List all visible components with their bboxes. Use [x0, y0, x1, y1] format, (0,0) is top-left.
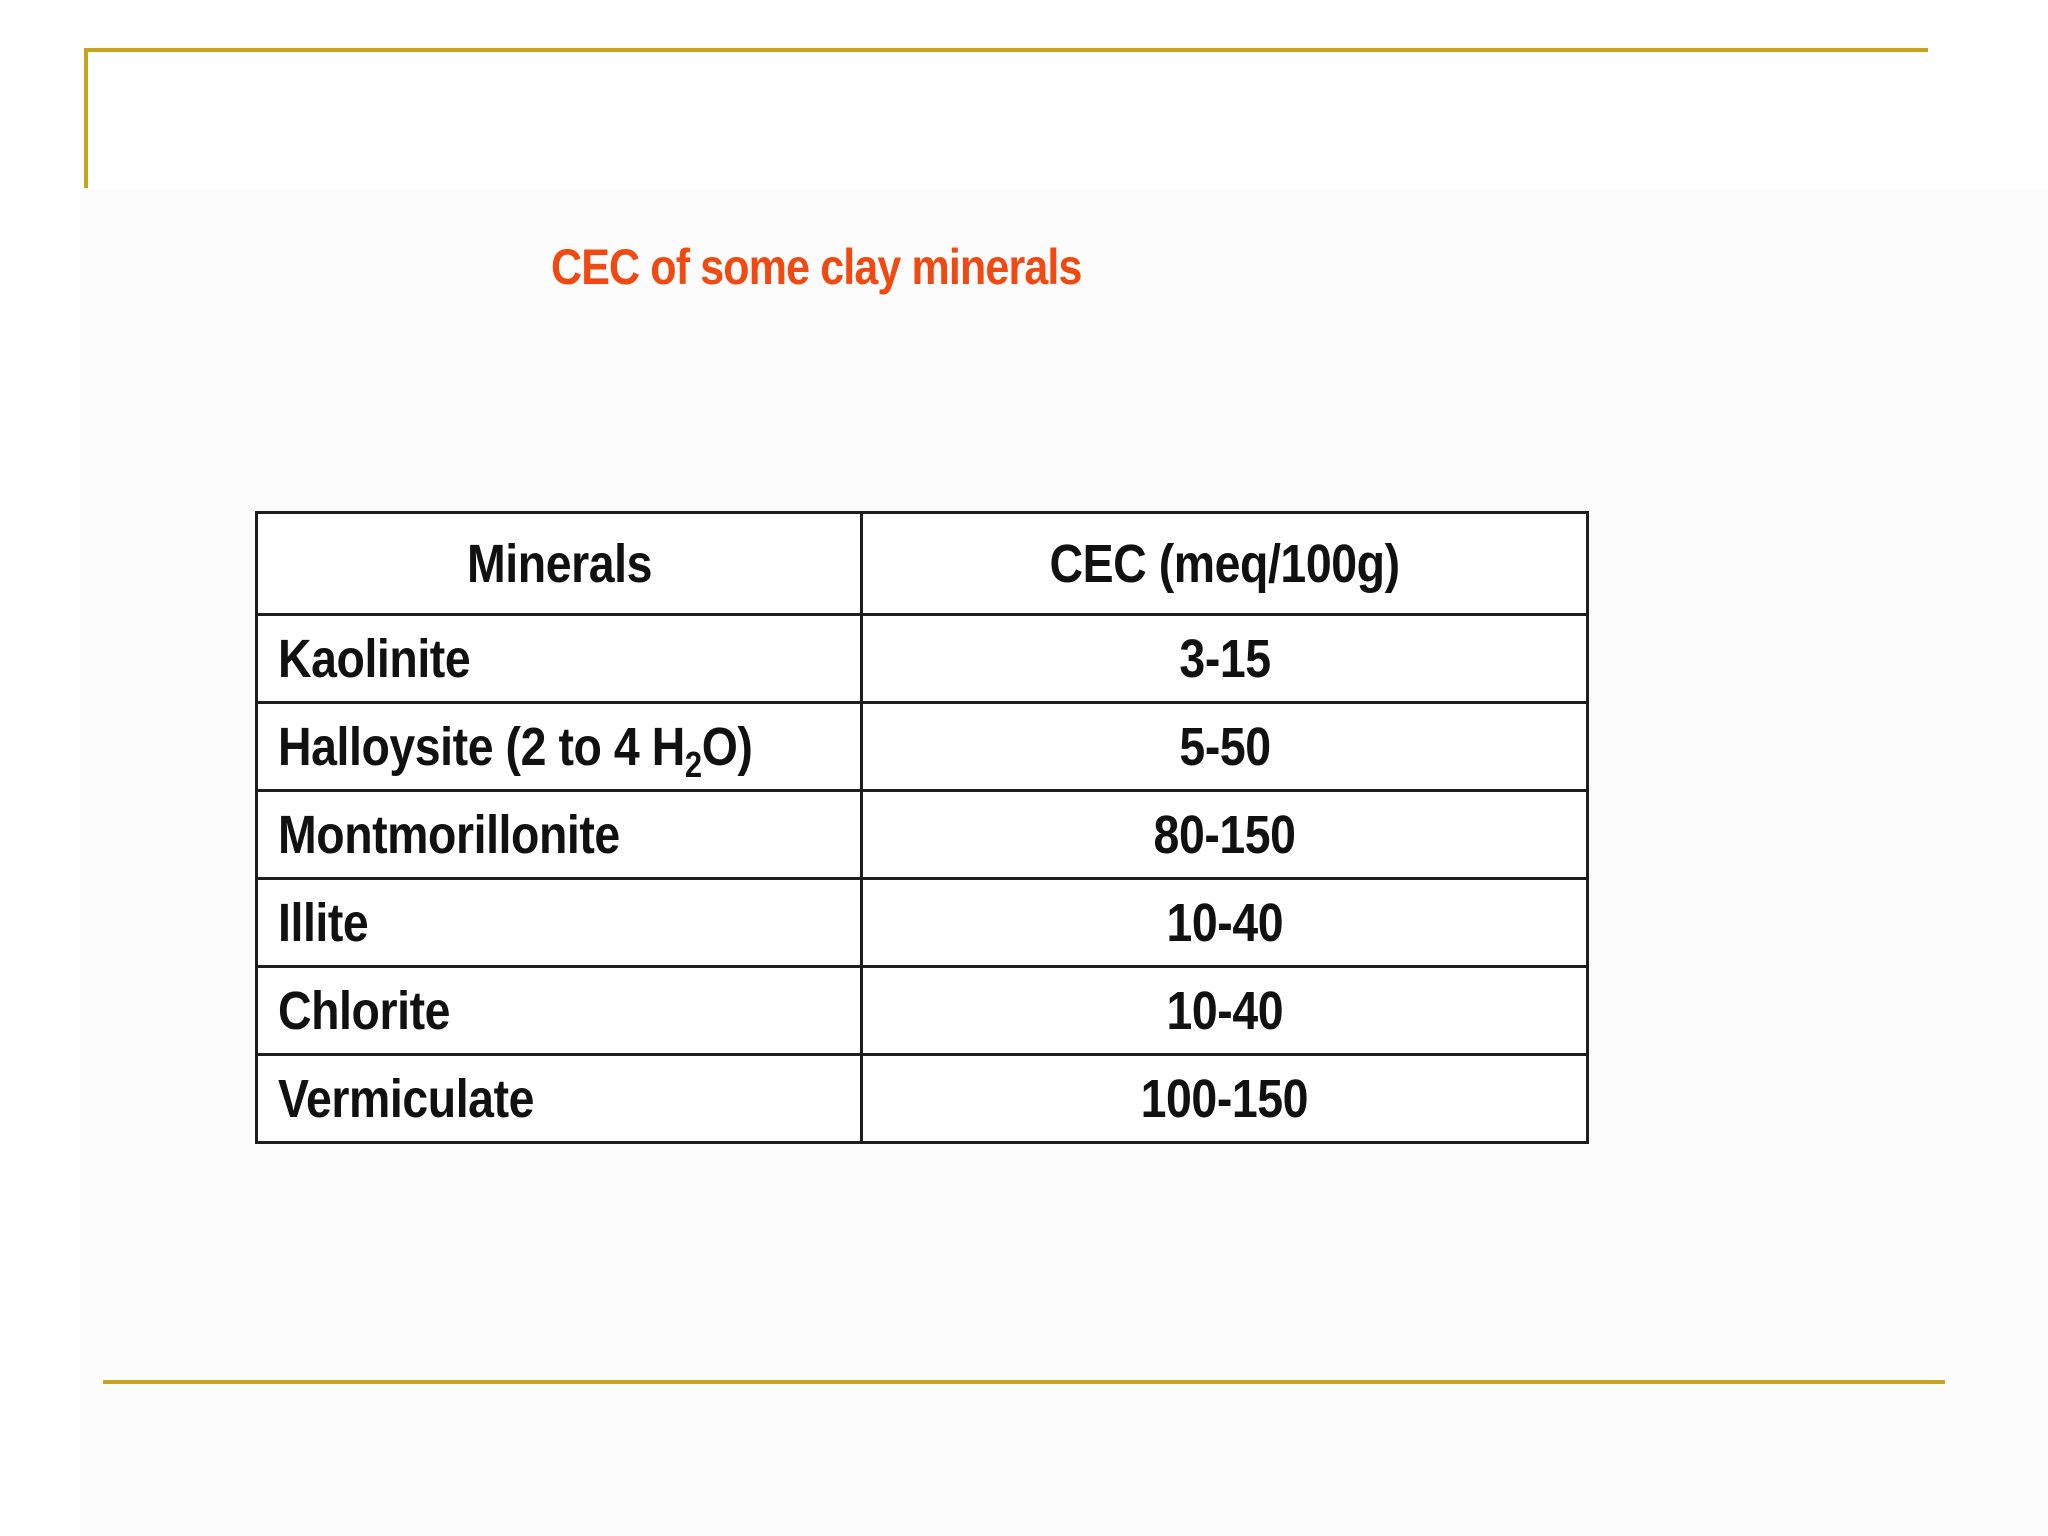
cec-value: 10-40	[1166, 980, 1283, 1041]
table-row	[257, 791, 1588, 879]
table-row	[257, 615, 1588, 703]
slide-title-text: CEC of some clay minerals	[551, 239, 1082, 295]
mineral-name	[278, 716, 753, 785]
mineral-cell	[257, 879, 862, 967]
header-minerals	[257, 513, 862, 615]
table-row	[257, 967, 1588, 1055]
mineral-cell	[257, 791, 862, 879]
cec-value: 80-150	[1153, 804, 1296, 865]
left-accent-rule	[84, 48, 88, 188]
slide-title	[551, 238, 1082, 296]
mineral-cell	[257, 615, 862, 703]
cec-cell	[862, 879, 1588, 967]
cec-value: 10-40	[1166, 892, 1283, 953]
cec-table	[255, 511, 1589, 1144]
mineral-name: Illite	[278, 892, 369, 953]
mineral-name-prefix: Halloysite (2 to 4 H	[278, 716, 685, 777]
cec-cell	[862, 1055, 1588, 1143]
mineral-name-subscript: 2	[684, 743, 702, 785]
mineral-cell	[257, 1055, 862, 1143]
cec-value: 3-15	[1179, 628, 1271, 689]
header-minerals-text: Minerals	[466, 533, 652, 594]
cec-cell	[862, 703, 1588, 791]
cec-cell	[862, 615, 1588, 703]
table-row	[257, 1055, 1588, 1143]
mineral-name: Kaolinite	[278, 628, 471, 689]
cec-cell	[862, 967, 1588, 1055]
header-cec-text: CEC (meq/100g)	[1049, 533, 1400, 594]
mineral-name: Montmorillonite	[278, 804, 620, 865]
header-cec	[862, 513, 1588, 615]
cec-value: 100-150	[1140, 1068, 1309, 1129]
table-row	[257, 703, 1588, 791]
mineral-name-suffix: O)	[701, 716, 753, 777]
mineral-name: Vermiculate	[278, 1068, 534, 1129]
top-accent-rule	[84, 48, 1928, 52]
mineral-cell	[257, 967, 862, 1055]
table-header-row	[257, 513, 1588, 615]
table-row	[257, 879, 1588, 967]
mineral-cell	[257, 703, 862, 791]
cec-cell	[862, 791, 1588, 879]
cec-value: 5-50	[1179, 716, 1271, 777]
mineral-name: Chlorite	[278, 980, 451, 1041]
bottom-accent-rule	[103, 1380, 1945, 1384]
